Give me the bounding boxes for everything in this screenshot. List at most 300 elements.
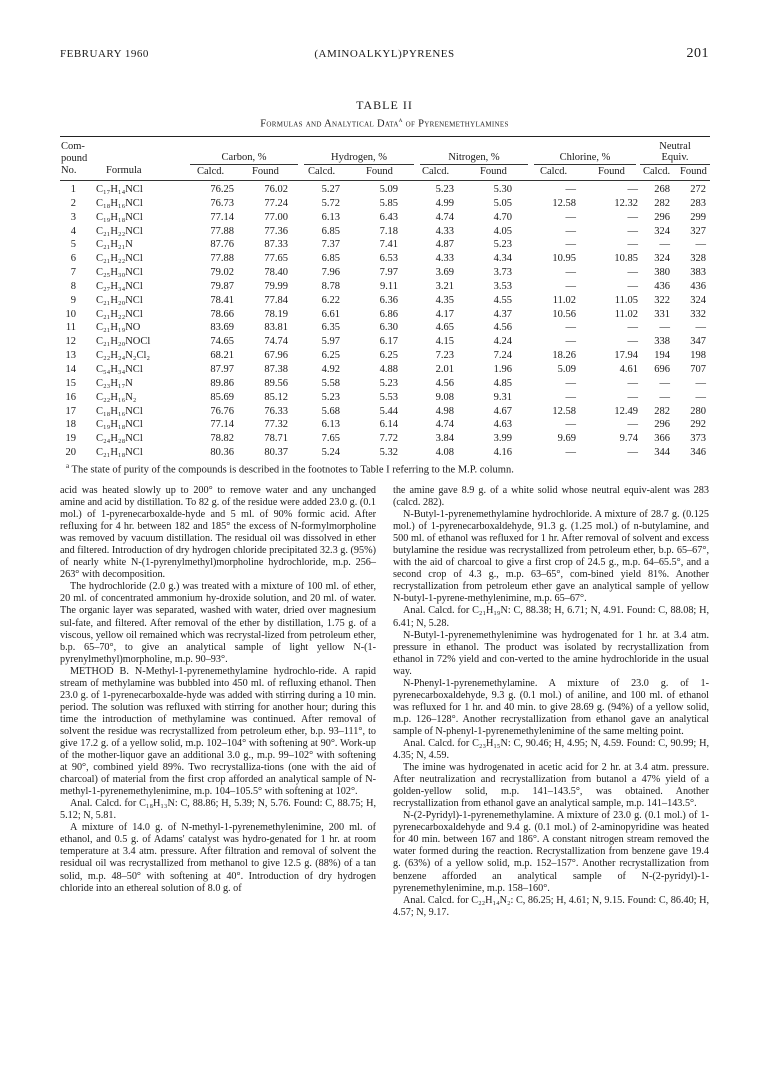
cell-formula: C₂₁H₁₉NO (96, 322, 141, 334)
cell-ne-found: 383 (690, 267, 706, 279)
cell-h-found: 7.72 (379, 433, 398, 445)
paragraph: A mixture of 14.0 g. of N-methyl-1-pyrenemethylenimine, 200 ml. of ethanol, and 0.5 g. of Adams' catalyst was hydro-genated for 1 hr. at room temperature at 3.4 atm. pressure. After filtration and removal of solvent the residual oil was recrystallized from methanol to give 12.5 g. (88%) of a tan solid, m.p. 48–50° with softening at 40°. Introduction of dry hydrogen chloride into an ethereal solution of 8.0 g. of (60, 822, 376, 894)
cell-n-calc: 4.98 (435, 405, 454, 417)
cell-no: 16 (65, 391, 76, 403)
cell-ne-calc: — (659, 322, 670, 334)
cell-c-calc: 76.25 (210, 184, 234, 195)
cell-c-calc: 79.87 (210, 280, 234, 292)
cell-c-found: 77.36 (264, 225, 288, 237)
cell-cl-calc: — (565, 336, 576, 348)
cell-c-found: 87.33 (264, 239, 288, 251)
table-row (60, 321, 710, 335)
header-hydrogen: Hydrogen, % (331, 152, 387, 163)
cell-cl-calc: — (565, 280, 576, 292)
body-right-column (393, 485, 709, 919)
table-row (60, 308, 710, 322)
header-title: (AMINOALKYL)PYRENES (314, 48, 455, 60)
cell-cl-calc: — (565, 419, 576, 431)
cell-h-found: 6.25 (379, 350, 398, 362)
paragraph: the amine gave 8.9 g. of a white solid whose neutral equiv-alent was 283 (calcd. 282). (393, 485, 709, 509)
cell-ne-calc: 268 (654, 184, 670, 195)
paragraph: Anal. Calcd. for C₂₁H₁₉N: C, 88.38; H, 6.71; N, 4.91. Found: C, 88.08; H, 6.41; N, 5.28. (393, 605, 709, 629)
cell-formula: C₁₈H₁₆NCl (96, 197, 143, 209)
cell-formula: C₂₁H₁₈NCl (96, 447, 143, 459)
cell-cl-calc: — (565, 447, 576, 459)
paragraph: N-(2-Pyridyl)-1-pyrenemethylamine. A mixture of 23.0 g. (0.1 mol.) of 1-pyrenecarboxaldehyde and 9.4 g. (0.1 mol.) of 2-aminopyridine was heated for 40 min. between 167 and 186°. A constant nitrogen stream removed the water formed during the reaction. Recrystallization from benzene gave 19.4 g. (63%) of a yellow solid, m.p. 152–157°. Another recrystallization from benzene afforded an analytical sample of N-(2-pyridyl)-1-pyrenemethylenimine, m.p. 158–160°. (393, 810, 709, 894)
cell-c-calc: 76.76 (210, 405, 234, 417)
table-row (60, 238, 710, 252)
cell-formula: C₁₇H₁₄NCl (96, 184, 143, 195)
cell-h-calc: 6.85 (321, 225, 340, 237)
cell-h-calc: 5.97 (321, 336, 340, 348)
cell-n-found: 4.56 (493, 322, 512, 334)
table-row (60, 183, 710, 197)
cell-c-calc: 80.36 (210, 447, 234, 459)
cell-n-found: 4.16 (493, 447, 512, 459)
cell-h-found: 7.97 (379, 267, 398, 279)
cell-c-found: 87.38 (264, 363, 288, 375)
cell-c-found: 77.32 (264, 419, 288, 431)
cell-cl-found: 11.05 (614, 294, 638, 306)
cell-cl-found: — (627, 419, 638, 431)
cell-cl-calc: 11.02 (552, 294, 576, 306)
header-chlorine-found: Found (598, 166, 625, 177)
cell-no: 5 (70, 239, 76, 251)
cell-ne-found: 283 (690, 197, 706, 209)
cell-n-calc: 3.69 (435, 267, 454, 279)
cell-c-calc: 79.02 (210, 267, 234, 279)
cell-c-calc: 87.97 (210, 363, 234, 375)
cell-c-found: 77.65 (264, 253, 288, 265)
header-neutral-calcd: Calcd. (643, 166, 671, 177)
neutral-underline (640, 164, 710, 165)
cell-ne-calc: 282 (654, 197, 670, 209)
cell-ne-calc: 366 (654, 433, 670, 445)
table-row (60, 377, 710, 391)
cell-formula: C₂₁H₂₂NCl (96, 253, 143, 265)
table-row (60, 197, 710, 211)
cell-n-found: 4.67 (493, 405, 512, 417)
cell-h-calc: 6.22 (321, 294, 340, 306)
cell-h-calc: 5.58 (321, 377, 340, 389)
cell-cl-found: — (627, 447, 638, 459)
paragraph: The imine was hydrogenated in acetic acid for 2 hr. at 3.4 atm. pressure. After neutralization and recrystallization from butanol a 47% yield of a golden-yellow solid, m.p. 141–143.5°, was obtained. Another recrystallization from ethanol gave an analytical sample, m.p. 141–143.5°. (393, 762, 709, 810)
paragraph: METHOD B. N-Methyl-1-pyrenemethylamine hydrochlo-ride. A rapid stream of methylamine was bubbled into 450 ml. of refluxing ethanol. Then 23.0 g. of 1-pyrenecarboxalde-hyde was added with stirring during a 10 min. period. The solution was refluxed with stirring for another hour; during this time the introduction of methylamine was continued. After removal of solvent the residue was recrystallized from petroleum ether, b.p. 93–111°, to give 17.2 g. of a yellow solid, m.p. 102–104° with softening at 90°. Work-up of the mother-liquor gave an additional 3.0 g., m.p. 99–102° with softening at 90°, combined yield 89%. Two recrystalliza-tions (one with the aid of charcoal) of material from the first crop afforded an analytical sample of N-methyl-1-pyrenemethylenimine, m.p. 104–105.5° with softening at 102°. (60, 665, 376, 798)
cell-formula: C₁₉H₁₈NCl (96, 211, 143, 223)
cell-no: 2 (70, 197, 76, 209)
table-top-rule (60, 136, 710, 137)
cell-cl-calc: 12.58 (552, 405, 576, 417)
cell-ne-calc: 322 (654, 294, 670, 306)
cell-c-calc: 76.73 (210, 197, 234, 209)
table-row (60, 363, 710, 377)
cell-n-found: 4.55 (493, 294, 512, 306)
cell-h-calc: 6.35 (321, 322, 340, 334)
cell-ne-calc: 296 (654, 211, 670, 223)
header-neutral-found: Found (680, 166, 707, 177)
cell-h-found: 7.41 (379, 239, 398, 251)
cell-cl-calc: — (565, 225, 576, 237)
cell-ne-found: 272 (690, 184, 706, 195)
nitrogen-underline (420, 164, 528, 165)
cell-n-found: 9.31 (493, 391, 512, 403)
cell-h-found: 6.30 (379, 322, 398, 334)
cell-h-found: 5.32 (379, 447, 398, 459)
cell-c-found: 77.00 (264, 211, 288, 223)
cell-h-calc: 5.72 (321, 197, 340, 209)
cell-no: 1 (70, 184, 76, 195)
cell-no: 10 (65, 308, 76, 320)
cell-formula: C₂₃H₁₇N (96, 377, 133, 389)
cell-n-calc: 4.87 (435, 239, 454, 251)
table-row (60, 294, 710, 308)
cell-h-calc: 5.24 (321, 447, 340, 459)
paragraph: The hydrochloride (2.0 g.) was treated with a mixture of 100 ml. of ether, 20 ml. of concentrated ammonium hy-droxide solution, and 20 ml. of water. The organic layer was separated, washed with water, dried over magnesium sul-fate, and filtered. After removal of the ether by distillation, 1.75 g. of a viscous, yellow oil remained which was recrystal-lized from petroleum ether, b.p. 65–70°, to give an analytical sample of light yellow N-(1-pyrenylmethyl)morpholine, m.p. 90–93°. (60, 581, 376, 665)
cell-cl-found: 12.49 (614, 405, 638, 417)
cell-n-found: 4.70 (493, 211, 512, 223)
paragraph: N-Phenyl-1-pyrenemethylamine. A mixture of 23.0 g. of 1-pyrenecarboxaldehyde, 9.3 g. (0.1 mol.) of aniline, and 100 ml. of ethanol was refluxed for 1 hr. and 40 min. to give 28.69 g. (94%) of a yellow solid, m.p. 126–128°. Another recrystallization from ethanol gave an analytical sample of N-phenyl-1-pyrenemethylenimine of the same melting point. (393, 677, 709, 737)
cell-formula: C₂₄H₂₈NCl (96, 433, 143, 445)
paragraph: Anal. Calcd. for C₂₂H₁₄N₂: C, 86.25; H, 4.61; N, 9.15. Found: C, 86.40; H, 4.57; N, 9.17. (393, 894, 709, 918)
cell-formula: C₅₄H₃₄NCl (96, 363, 143, 375)
header-compound-1: Com- (61, 141, 85, 152)
cell-c-calc: 74.65 (210, 336, 234, 348)
cell-h-calc: 6.25 (321, 350, 340, 362)
cell-cl-found: — (627, 336, 638, 348)
cell-ne-found: 332 (690, 308, 706, 320)
cell-n-calc: 4.56 (435, 377, 454, 389)
cell-cl-calc: — (565, 267, 576, 279)
cell-cl-found: — (627, 280, 638, 292)
cell-n-found: 5.05 (493, 197, 512, 209)
cell-no: 3 (70, 211, 76, 223)
table-row (60, 252, 710, 266)
cell-no: 8 (70, 280, 76, 292)
cell-no: 4 (70, 225, 76, 237)
table-row (60, 225, 710, 239)
header-formula: Formula (106, 165, 142, 176)
table-row (60, 280, 710, 294)
cell-h-calc: 6.13 (321, 211, 340, 223)
page-number: 201 (686, 46, 709, 61)
cell-n-calc: 4.15 (435, 336, 454, 348)
cell-h-calc: 6.61 (321, 308, 340, 320)
cell-h-found: 5.85 (379, 197, 398, 209)
cell-h-calc: 7.96 (321, 267, 340, 279)
cell-no: 20 (65, 447, 76, 459)
cell-ne-found: — (695, 322, 706, 334)
cell-c-found: 76.02 (264, 184, 288, 195)
cell-n-found: 5.23 (493, 239, 512, 251)
table-row (60, 335, 710, 349)
cell-cl-calc: 10.95 (552, 253, 576, 265)
cell-no: 11 (65, 322, 76, 334)
cell-h-calc: 5.27 (321, 184, 340, 195)
cell-h-calc: 6.85 (321, 253, 340, 265)
cell-cl-found: 9.74 (619, 433, 638, 445)
header-date: FEBRUARY 1960 (60, 48, 149, 60)
cell-c-calc: 89.86 (210, 377, 234, 389)
cell-cl-calc: — (565, 391, 576, 403)
cell-h-calc: 6.13 (321, 419, 340, 431)
cell-formula: C₂₂H₂₄N₂Cl₂ (96, 350, 151, 362)
cell-ne-found: 299 (690, 211, 706, 223)
cell-c-calc: 68.21 (210, 350, 234, 362)
cell-cl-found: 17.94 (614, 350, 638, 362)
header-hydrogen-found: Found (366, 166, 393, 177)
cell-ne-found: 328 (690, 253, 706, 265)
header-carbon-found: Found (252, 166, 279, 177)
cell-c-found: 77.84 (264, 294, 288, 306)
cell-c-found: 67.96 (264, 350, 288, 362)
paragraph: N-Butyl-1-pyrenemethylamine hydrochloride. A mixture of 28.7 g. (0.125 mol.) of 1-pyrenecarboxaldehyde, 91.3 g. (1.25 mol.) of n-butylamine, and 500 ml. of ethanol was refluxed for 1 hr. After removal of solvent and excess butylamine the residue was recrystallized from petroleum ether, b.p. 65–67°, with the aid of charcoal to give a first crop of 24.5 g., m.p. 64–65.5°, and a second crop of 4.3 g., m.p. 63–65°, com-bined yield 81%. Another recrystallization from petroleum ether gave an analytical sample of yellow N-butyl-1-pyrene-methylenimine, m.p. 65–67°. (393, 509, 709, 605)
cell-cl-calc: — (565, 322, 576, 334)
cell-c-calc: 77.14 (210, 419, 234, 431)
cell-no: 17 (65, 405, 76, 417)
cell-n-found: 4.05 (493, 225, 512, 237)
table-row (60, 405, 710, 419)
cell-n-found: 5.30 (493, 184, 512, 195)
cell-h-calc: 5.68 (321, 405, 340, 417)
cell-n-calc: 7.23 (435, 350, 454, 362)
cell-n-found: 4.37 (493, 308, 512, 320)
cell-formula: C₂₁H₂₁N (96, 239, 133, 251)
cell-no: 12 (65, 336, 76, 348)
cell-no: 9 (70, 294, 76, 306)
cell-n-calc: 5.23 (435, 184, 454, 195)
cell-c-calc: 77.88 (210, 253, 234, 265)
cell-no: 18 (65, 419, 76, 431)
cell-ne-calc: 338 (654, 336, 670, 348)
cell-c-found: 74.74 (264, 336, 288, 348)
cell-h-found: 6.17 (379, 336, 398, 348)
cell-n-found: 3.73 (493, 267, 512, 279)
cell-cl-found: — (627, 239, 638, 251)
cell-no: 13 (65, 350, 76, 362)
cell-no: 7 (70, 267, 76, 279)
header-carbon-calcd: Calcd. (197, 166, 225, 177)
cell-n-calc: 9.08 (435, 391, 454, 403)
cell-formula: C₁₉H₁₈NCl (96, 419, 143, 431)
header-neutral-2: Equiv. (661, 152, 689, 163)
cell-c-found: 83.81 (264, 322, 288, 334)
cell-c-found: 78.19 (264, 308, 288, 320)
cell-c-found: 78.71 (264, 433, 288, 445)
cell-cl-found: — (627, 211, 638, 223)
header-nitrogen: Nitrogen, % (448, 152, 500, 163)
cell-formula: C₂₁H₂₂NCl (96, 225, 143, 237)
cell-ne-calc: 296 (654, 419, 670, 431)
table-row (60, 391, 710, 405)
paragraph: acid was heated slowly up to 200° to remove water and any unchanged amine and acid by distillation. To 82 g. of the residue were added 23.0 g. (0.1 mol.) of 1-pyrenecarboxalde-hyde and 5 ml. of 90% formic acid. After refluxing for 4 hr. between 182 and 185° the excess of N-formylmorpholine was removed by vacuum distillation. The residual oil was dissolved in ether and filtered. Introduction of dry hydrogen chloride precipitated 32.3 g. (95%) of nearly white N-(1-pyrenylmethyl)morpholine hydrochloride, m.p. 256–263° with decomposition. (60, 485, 376, 581)
header-chlorine: Chlorine, % (559, 152, 611, 163)
table-row (60, 211, 710, 225)
cell-h-calc: 4.92 (321, 363, 340, 375)
cell-n-calc: 4.74 (435, 211, 454, 223)
cell-ne-calc: 380 (654, 267, 670, 279)
cell-n-found: 3.53 (493, 280, 512, 292)
cell-n-found: 7.24 (493, 350, 512, 362)
table-row (60, 418, 710, 432)
cell-ne-found: 373 (690, 433, 706, 445)
paragraph: Anal. Calcd. for C₁₈H₁₃N: C, 88.86; H, 5.39; N, 5.76. Found: C, 88.75; H, 5.12; N, 5.81. (60, 798, 376, 822)
cell-ne-found: 292 (690, 419, 706, 431)
cell-n-calc: 4.65 (435, 322, 454, 334)
paragraph: N-Butyl-1-pyrenemethylenimine was hydrogenated for 1 hr. at 3.4 atm. pressure in ethanol. The product was isolated by recrystallization from ethanol in 72% yield and con-verted to the amine hydrochloride in the usual way. (393, 629, 709, 677)
body-left-column (60, 485, 376, 895)
cell-formula: C₂₂H₁₆N₂ (96, 391, 137, 403)
table-row (60, 349, 710, 363)
cell-c-found: 79.99 (264, 280, 288, 292)
cell-h-calc: 7.65 (321, 433, 340, 445)
cell-no: 15 (65, 377, 76, 389)
cell-no: 19 (65, 433, 76, 445)
cell-n-calc: 4.08 (435, 447, 454, 459)
cell-h-found: 6.43 (379, 211, 398, 223)
cell-cl-found: 4.61 (619, 363, 638, 375)
cell-n-calc: 3.84 (435, 433, 454, 445)
hydrogen-underline (304, 164, 414, 165)
cell-h-found: 6.14 (379, 419, 398, 431)
cell-cl-found: 10.85 (614, 253, 638, 265)
cell-cl-found: — (627, 225, 638, 237)
cell-n-calc: 4.17 (435, 308, 454, 320)
cell-c-calc: 77.14 (210, 211, 234, 223)
cell-h-found: 4.88 (379, 363, 398, 375)
cell-c-calc: 83.69 (210, 322, 234, 334)
cell-h-found: 7.18 (379, 225, 398, 237)
cell-ne-found: — (695, 391, 706, 403)
table-caption-marker: a (398, 116, 403, 124)
header-chlorine-calcd: Calcd. (540, 166, 568, 177)
cell-c-calc: 85.69 (210, 391, 234, 403)
table-body (60, 183, 710, 460)
cell-ne-found: 280 (690, 405, 706, 417)
cell-cl-found: 12.32 (614, 197, 638, 209)
cell-c-found: 76.33 (264, 405, 288, 417)
cell-c-found: 78.40 (264, 267, 288, 279)
cell-h-calc: 5.23 (321, 391, 340, 403)
cell-formula: C₂₁H₂₀NOCl (96, 336, 151, 348)
chlorine-underline (534, 164, 636, 165)
cell-n-calc: 4.35 (435, 294, 454, 306)
cell-cl-calc: — (565, 377, 576, 389)
cell-n-calc: 4.33 (435, 253, 454, 265)
cell-ne-calc: 324 (654, 225, 670, 237)
cell-formula: C₂₁H₂₂NCl (96, 308, 143, 320)
cell-n-found: 4.63 (493, 419, 512, 431)
cell-c-calc: 77.88 (210, 225, 234, 237)
cell-c-found: 89.56 (264, 377, 288, 389)
cell-cl-calc: — (565, 239, 576, 251)
cell-ne-found: 198 (690, 350, 706, 362)
cell-c-calc: 78.82 (210, 433, 234, 445)
cell-n-found: 3.99 (493, 433, 512, 445)
cell-formula: C₂₇H₃₄NCl (96, 280, 143, 292)
cell-h-found: 6.36 (379, 294, 398, 306)
cell-n-calc: 4.33 (435, 225, 454, 237)
cell-formula: C₂₁H₂₀NCl (96, 294, 143, 306)
cell-n-calc: 3.21 (435, 280, 454, 292)
cell-ne-found: 324 (690, 294, 706, 306)
footnote-marker: a (66, 462, 70, 470)
table-footnote (66, 462, 514, 476)
cell-h-found: 5.44 (379, 405, 398, 417)
cell-n-calc: 4.74 (435, 419, 454, 431)
cell-h-found: 6.86 (379, 308, 398, 320)
cell-no: 14 (65, 363, 76, 375)
cell-cl-calc: — (565, 211, 576, 223)
cell-ne-found: — (695, 377, 706, 389)
cell-h-found: 5.09 (379, 184, 398, 195)
cell-ne-found: 707 (690, 363, 706, 375)
cell-h-calc: 8.78 (321, 280, 340, 292)
cell-c-found: 77.24 (264, 197, 288, 209)
carbon-underline (190, 164, 298, 165)
header-carbon: Carbon, % (221, 152, 267, 163)
cell-cl-found: — (627, 377, 638, 389)
header-hydrogen-calcd: Calcd. (308, 166, 336, 177)
cell-h-found: 9.11 (380, 280, 398, 292)
cell-n-found: 4.24 (493, 336, 512, 348)
cell-cl-calc: — (565, 184, 576, 195)
table-row (60, 446, 710, 460)
cell-c-calc: 87.76 (210, 239, 234, 251)
cell-cl-found: — (627, 322, 638, 334)
cell-n-calc: 2.01 (435, 363, 454, 375)
table-caption-suffix: of Pyrenemethylamines (402, 118, 509, 130)
cell-cl-calc: 10.56 (552, 308, 576, 320)
cell-ne-calc: 344 (654, 447, 670, 459)
footnote-text: The state of purity of the compounds is described in the footnotes to Table I referring to the M.P. column. (69, 464, 514, 476)
header-compound-3: No. (61, 165, 77, 176)
cell-ne-calc: 324 (654, 253, 670, 265)
cell-ne-found: — (695, 239, 706, 251)
cell-ne-calc: 331 (654, 308, 670, 320)
cell-h-found: 6.53 (379, 253, 398, 265)
cell-n-found: 4.85 (493, 377, 512, 389)
header-neutral-1: Neutral (659, 141, 691, 152)
cell-ne-calc: 696 (654, 363, 670, 375)
cell-ne-calc: 194 (654, 350, 670, 362)
cell-n-found: 4.34 (493, 253, 512, 265)
running-head (60, 48, 709, 68)
cell-ne-calc: — (659, 377, 670, 389)
cell-ne-found: 327 (690, 225, 706, 237)
table-caption-text: Formulas and Analytical Data (260, 118, 399, 130)
cell-c-found: 80.37 (264, 447, 288, 459)
cell-h-calc: 7.37 (321, 239, 340, 251)
cell-formula: C₁₈H₁₆NCl (96, 405, 143, 417)
cell-h-found: 5.23 (379, 377, 398, 389)
cell-ne-found: 436 (690, 280, 706, 292)
cell-ne-calc: 436 (654, 280, 670, 292)
cell-no: 6 (70, 253, 76, 265)
cell-c-calc: 78.66 (210, 308, 234, 320)
table-title: TABLE II (356, 98, 413, 112)
cell-cl-calc: 9.69 (557, 433, 576, 445)
table-caption (0, 116, 769, 130)
cell-ne-calc: — (659, 239, 670, 251)
header-nitrogen-found: Found (480, 166, 507, 177)
cell-cl-found: 11.02 (614, 308, 638, 320)
table-row (60, 266, 710, 280)
cell-cl-calc: 12.58 (552, 197, 576, 209)
cell-ne-calc: — (659, 391, 670, 403)
cell-c-calc: 78.41 (210, 294, 234, 306)
cell-cl-found: — (627, 184, 638, 195)
cell-cl-calc: 18.26 (552, 350, 576, 362)
